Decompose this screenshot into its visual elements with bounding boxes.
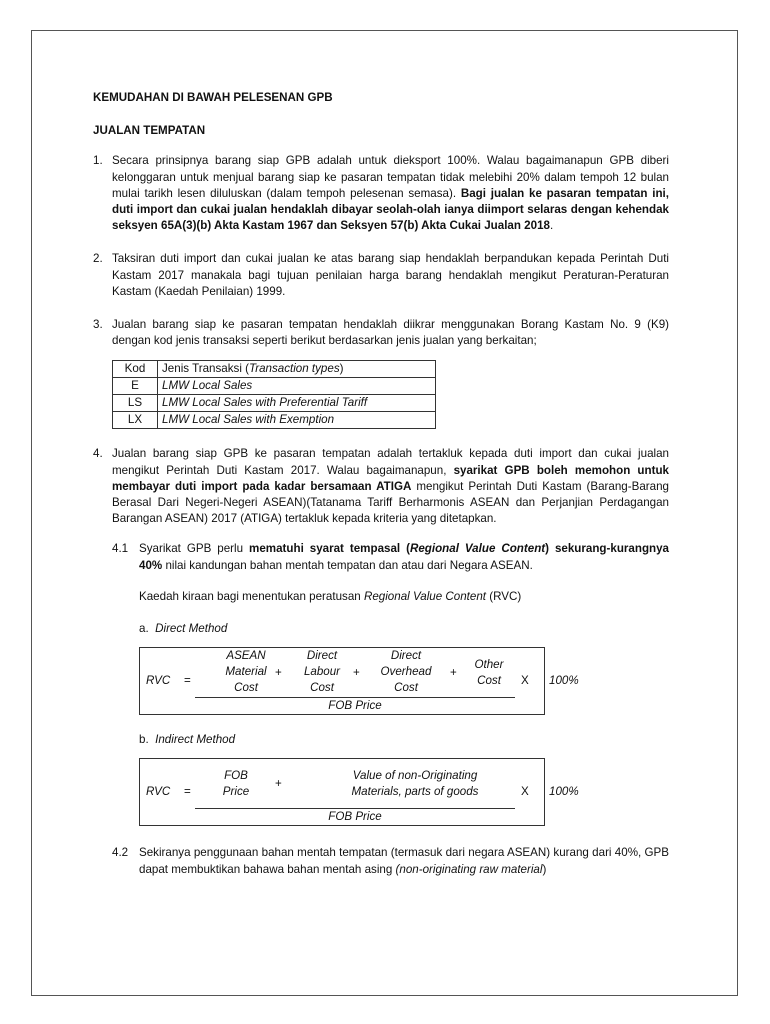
sub-item-4-1: 4.1 Syarikat GPB perlu mematuhi syarat tempasal (Regional Value Content) sekurang-kurangnya 40% nilai kandungan bahan mentah tempatan dan atau dari Negara ASEAN. (112, 542, 670, 572)
item-text: Secara prinsipnya barang siap GPB adalah untuk dieksport 100%. Walau bagaimanapun GPB diberi kelonggaran untuk menjual barang siap ke pasaran tempatan tidak melebihi 20% dalam tempoh 12 bulan mulai tarikh lesen diluluskan (dalam tempoh pelesenan semasa). (112, 154, 669, 200)
formula-plus: + (275, 777, 282, 791)
item-number: 4. (93, 447, 103, 461)
list-item-4: 4. Jualan barang siap GPB ke pasaran tempatan adalah tertakluk kepada duti import dan cukai jualan mengikut Perintah Duti Kastam 2017. Walau bagaimanapun, syarikat GPB boleh memohon untuk membayar duti import pada kadar bersamaan ATIGA mengikut Perintah Duti Kastam (Barang-Barang Berasal Dari Negeri-Negeri ASEAN)(Tatanama Tariff Berharmonis ASEAN dan Perjanjian Perdagangan Barangan ASEAN) 2017 (ATIGA) tertakluk kepada kriteria yang ditetapkan. (93, 447, 670, 526)
formula-direct-overhead-cost: Direct Overhead Cost (380, 649, 432, 695)
item-number: 1. (93, 154, 103, 168)
formula-rvc: RVC (146, 674, 171, 688)
formula-fob-price: FOB Price (328, 699, 382, 713)
row-code: LS (113, 395, 158, 412)
rvc-method-intro: Kaedah kiraan bagi menentukan peratusan Regional Value Content (RVC) (139, 589, 522, 603)
list-item-2 (93, 251, 669, 300)
document-body (93, 90, 669, 878)
formula-plus: + (275, 666, 282, 680)
formula-percent: 100% (549, 674, 579, 688)
row-code: LX (113, 412, 158, 429)
formula-percent: 100% (549, 785, 579, 799)
formula-non-originating-value: Value of non-Originating Materials, parts of goods (351, 769, 479, 799)
formula-asean-material-cost: ASEAN Material Cost (225, 649, 267, 695)
row-code: E (113, 378, 158, 395)
indirect-method-label: b. Indirect Method (139, 733, 236, 747)
item-text: Taksiran duti import dan cukai jualan ke atas barang siap hendaklah berpandukan kepada Perintah Duti Kastam 2017 manakala bagi tujuan penilaian harga barang hendaklah mengikut Peraturan-Peraturan Kastam (Kaedah Penilaian) 1999. (112, 252, 669, 298)
header-jenis: Jenis Transaksi (Transaction types) (158, 361, 436, 378)
indirect-method-formula (139, 758, 579, 826)
sub-item-number: 4.1 (112, 542, 129, 556)
formula-direct-labour-cost: Direct Labour Cost (303, 649, 341, 695)
formula-equals: = (184, 674, 191, 688)
formula-fob-price-top: FOB Price (222, 769, 250, 799)
row-desc: LMW Local Sales with Preferential Tariff (158, 395, 436, 412)
item-text: Jualan barang siap ke pasaran tempatan hendaklah diikrar menggunakan Borang Kastam No. 9 (K9) dengan kod jenis transaksi seperti berikut berdasarkan jenis jualan yang berkaitan; (112, 318, 669, 348)
table-row (113, 412, 436, 429)
formula-rvc: RVC (146, 785, 171, 799)
list-item-3 (93, 317, 669, 349)
item-text: Jualan barang siap GPB ke pasaran tempatan adalah tertakluk kepada duti import dan cukai jualan mengikut Perintah Duti Kastam 2017. Walau bagaimanapun, (112, 447, 669, 477)
formula-equals: = (184, 785, 191, 799)
document-title: KEMUDAHAN DI BAWAH PELESENAN GPB (93, 91, 333, 104)
direct-method-label: a. Direct Method (139, 622, 228, 636)
table-row (113, 395, 436, 412)
transaction-code-table (112, 360, 436, 429)
formula-fob-price: FOB Price (328, 810, 382, 824)
item-bold-text: syarikat GPB boleh memohon untuk membayar duti import pada kadar bersamaan ATIGA (112, 463, 669, 493)
formula-other-cost: Other Cost (474, 658, 504, 688)
row-desc: LMW Local Sales with Exemption (158, 412, 436, 429)
formula-multiply: X (521, 674, 529, 688)
formula-plus: + (450, 666, 457, 680)
formula-plus: + (353, 666, 360, 680)
section-heading: JUALAN TEMPATAN (93, 124, 206, 138)
sub-item-number: 4.2 (112, 846, 129, 860)
row-desc: LMW Local Sales (158, 378, 436, 395)
list-item-1: 1. Secara prinsipnya barang siap GPB adalah untuk dieksport 100%. Walau bagaimanapun GPB diberi kelonggaran untuk menjual barang siap ke pasaran tempatan tidak melebihi 20% dalam tempoh 12 bulan mulai tarikh lesen diluluskan (dalam tempoh pelesenan semasa). Bagi jualan ke pasaran tempatan ini, duti import dan cukai jualan hendaklah dibayar seolah-olah ianya diimport selaras dengan kehendak seksyen 65A(3)(b) Akta Kastam 1967 dan Seksyen 57(b) Akta Cukai Jualan 2018. (93, 154, 669, 233)
item-number: 2. (93, 252, 103, 266)
header-kod: Kod (113, 361, 158, 378)
item-bold-text: Bagi jualan ke pasaran tempatan ini, duti import dan cukai jualan hendaklah dibayar seolah-olah ianya diimport selaras dengan kehendak seksyen 65A(3)(b) Akta Kastam 1967 dan Seksyen 57(b) Akta Cukai Jualan 2018 (112, 186, 669, 233)
sub-item-4-2: 4.2 Sekiranya penggunaan bahan mentah tempatan (termasuk dari negara ASEAN) kurang dari 40%, GPB dapat membuktikan bahawa bahan mentah asing (non-originating raw material) (112, 846, 669, 876)
formula-multiply: X (521, 785, 529, 799)
table-row (113, 378, 436, 395)
item-number: 3. (93, 318, 103, 332)
direct-method-formula (139, 647, 579, 715)
table-header-row (113, 361, 436, 378)
